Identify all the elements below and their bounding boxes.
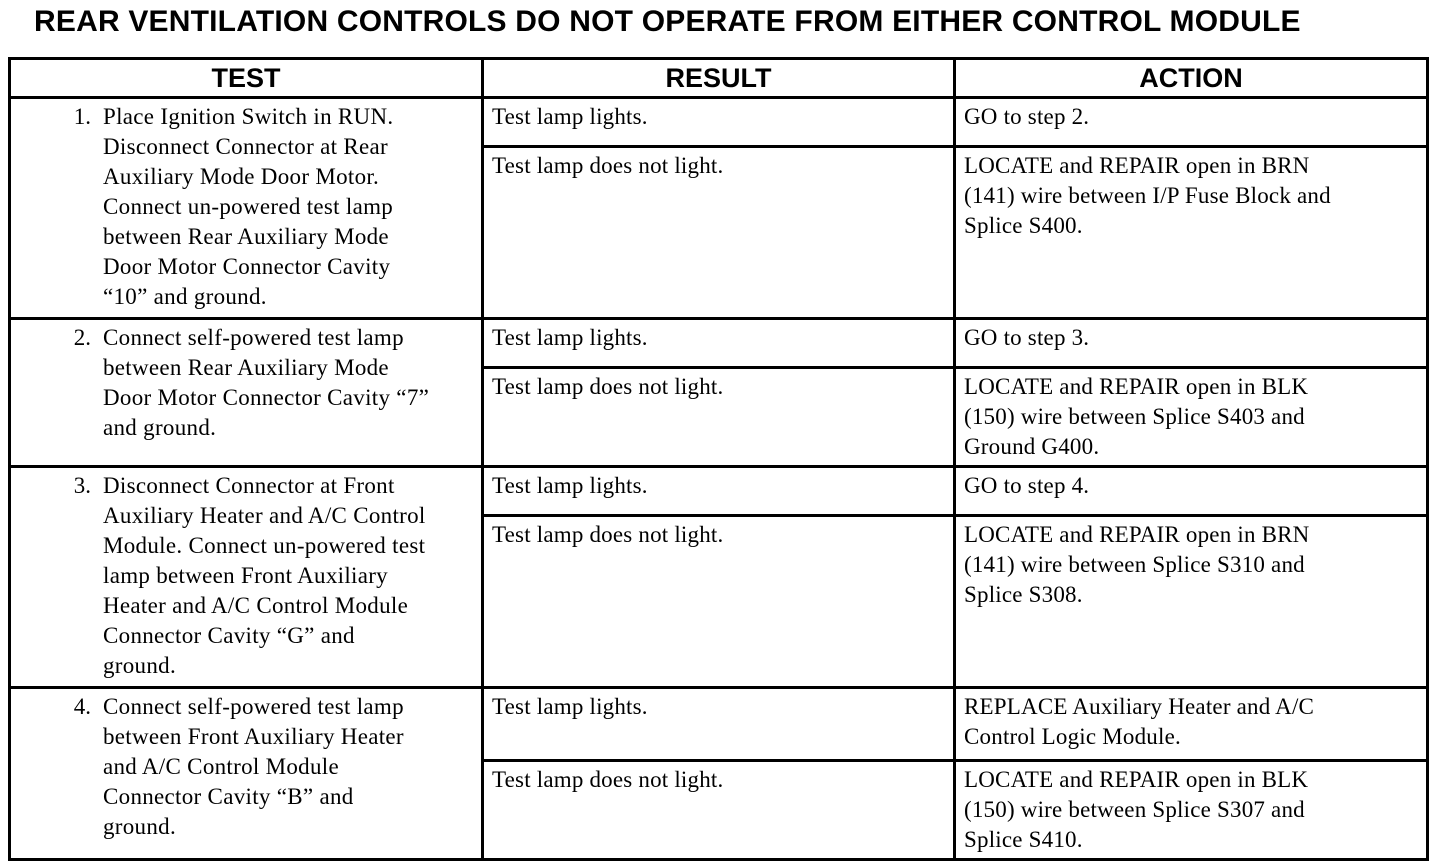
action-cell: LOCATE and REPAIR open in BLK (150) wire between Splice S307 and Splice S410.: [955, 761, 1428, 860]
test-cell: [10, 319, 483, 467]
action-cell: GO to step 4.: [955, 467, 1428, 516]
step-instruction: Place Ignition Switch in RUN. Disconnect Connector at Rear Auxiliary Mode Door Motor. Connect un-powered test lamp between Rear Auxiliary Mode Door Motor Connector Cavity “10” and ground.: [103, 104, 394, 309]
result-cell: Test lamp lights.: [483, 688, 955, 761]
table-row: [10, 319, 1428, 368]
result-cell: Test lamp does not light.: [483, 147, 955, 319]
test-cell: [10, 467, 483, 688]
result-cell: Test lamp lights.: [483, 98, 955, 147]
test-cell: [10, 688, 483, 860]
table-row: [10, 688, 1428, 761]
test-column-header: TEST: [10, 59, 483, 98]
action-cell: LOCATE and REPAIR open in BLK (150) wire between Splice S403 and Ground G400.: [955, 368, 1428, 467]
step-number: 1.: [73, 104, 91, 129]
result-column-header: RESULT: [483, 59, 955, 98]
result-cell: Test lamp lights.: [483, 319, 955, 368]
diagnostic-table: [8, 57, 1429, 861]
step-number: 2.: [73, 325, 91, 350]
step-number: 4.: [73, 694, 91, 719]
action-cell: LOCATE and REPAIR open in BRN (141) wire between Splice S310 and Splice S308.: [955, 516, 1428, 688]
step-instruction: Connect self-powered test lamp between Front Auxiliary Heater and A/C Control Module Connector Cavity “B” and ground.: [103, 694, 404, 839]
result-cell: Test lamp does not light.: [483, 761, 955, 860]
result-cell: Test lamp lights.: [483, 467, 955, 516]
step-number: 3.: [73, 473, 91, 498]
result-cell: Test lamp does not light.: [483, 516, 955, 688]
action-cell: GO to step 3.: [955, 319, 1428, 368]
header-row: [10, 59, 1428, 98]
page-title: REAR VENTILATION CONTROLS DO NOT OPERATE FROM EITHER CONTROL MODULE: [34, 5, 1301, 38]
action-column-header: ACTION: [955, 59, 1428, 98]
table-row: [10, 98, 1428, 147]
table-row: [10, 467, 1428, 516]
result-cell: Test lamp does not light.: [483, 368, 955, 467]
action-cell: GO to step 2.: [955, 98, 1428, 147]
action-cell: REPLACE Auxiliary Heater and A/C Control Logic Module.: [955, 688, 1428, 761]
action-cell: LOCATE and REPAIR open in BRN (141) wire between I/P Fuse Block and Splice S400.: [955, 147, 1428, 319]
step-instruction: Connect self-powered test lamp between Rear Auxiliary Mode Door Motor Connector Cavity “7” and ground.: [103, 325, 430, 440]
step-instruction: Disconnect Connector at Front Auxiliary Heater and A/C Control Module. Connect un-powered test lamp between Front Auxiliary Heater and A/C Control Module Connector Cavity “G” and ground.: [103, 473, 426, 678]
test-cell: [10, 98, 483, 319]
